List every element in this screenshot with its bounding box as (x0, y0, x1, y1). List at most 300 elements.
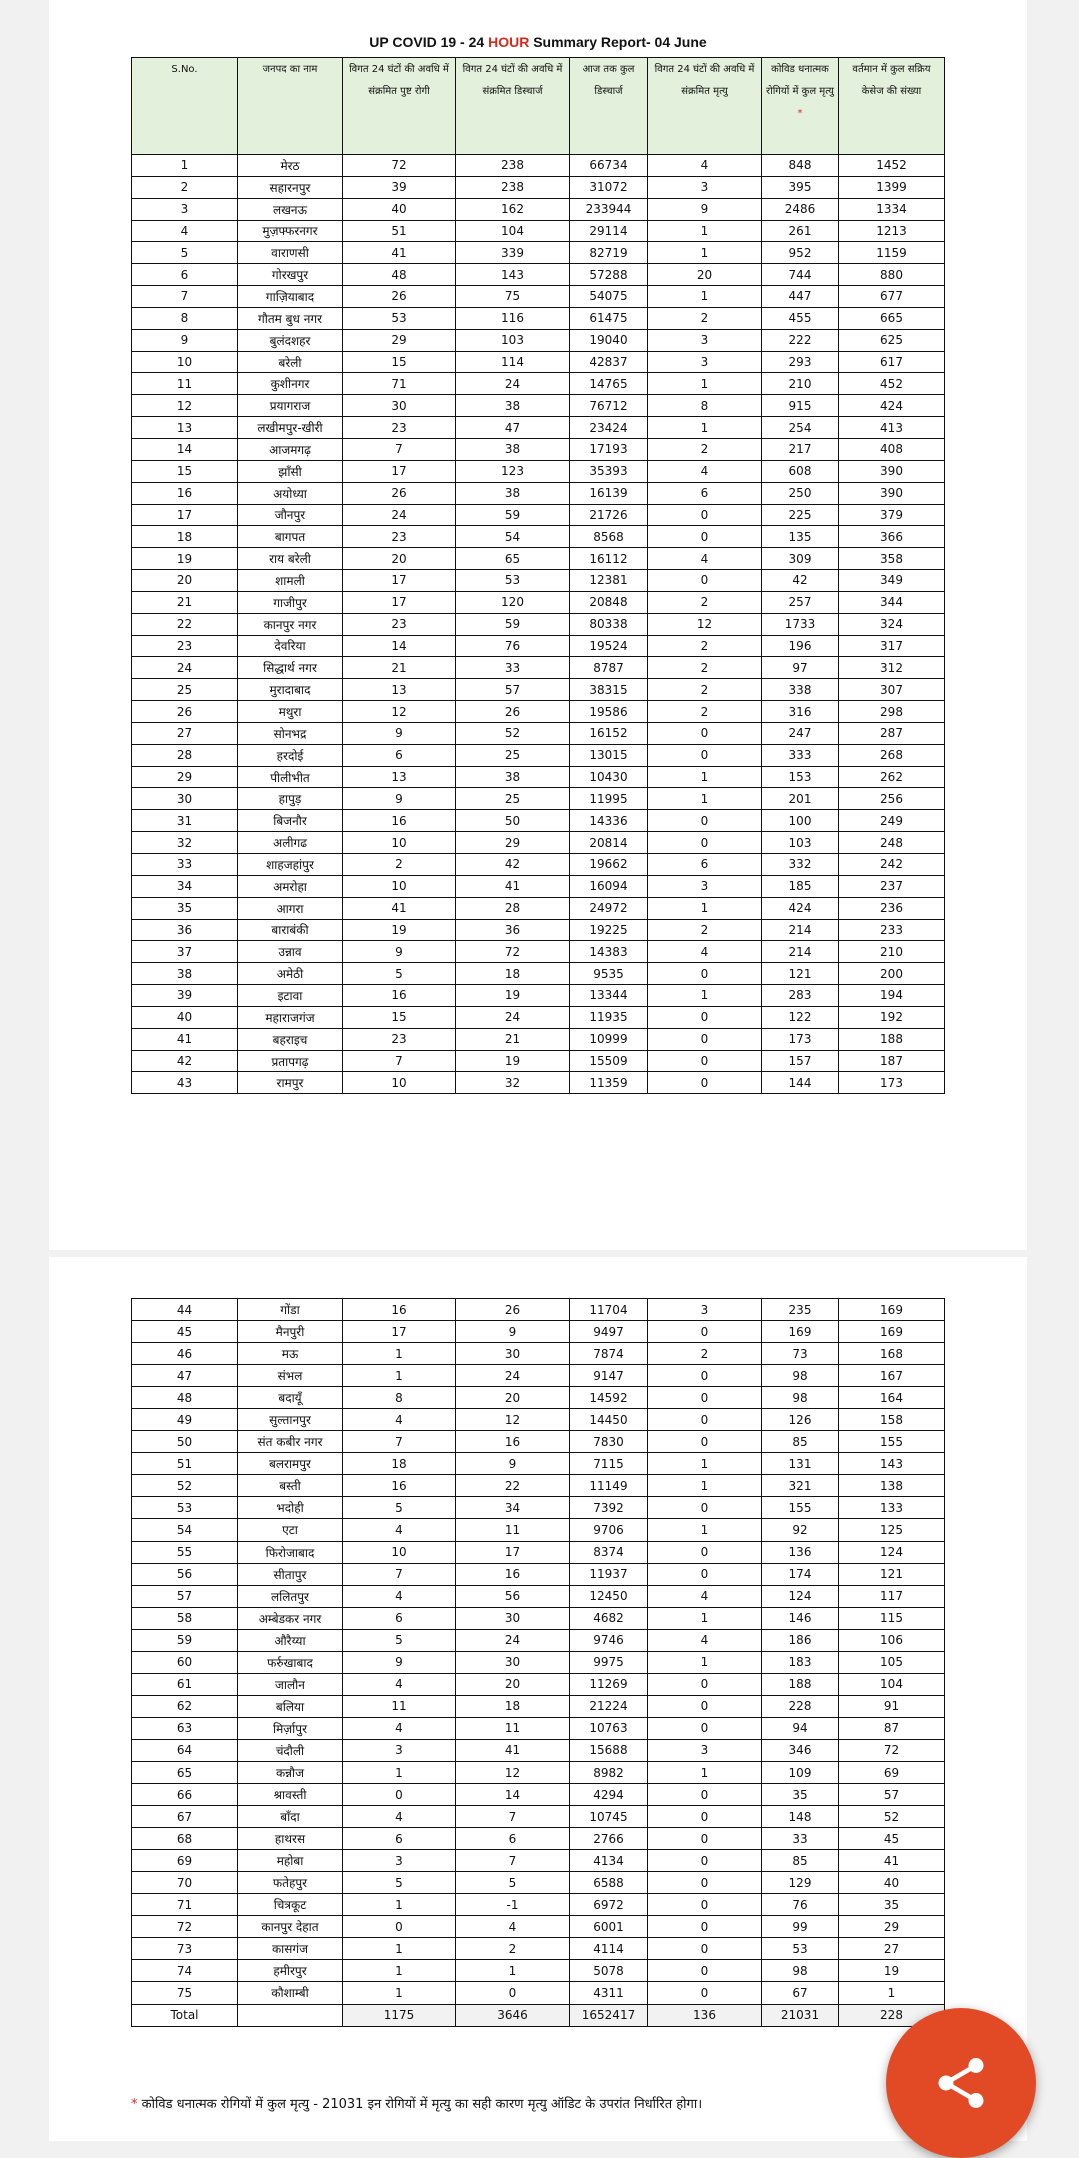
table-cell: 57 (839, 1784, 945, 1806)
table-cell: 1 (648, 1651, 762, 1673)
table-cell: 1 (456, 1960, 570, 1982)
table-cell: 20 (132, 570, 238, 592)
table-cell: शाहजहांपुर (238, 854, 343, 876)
table-cell: फिरोजाबाद (238, 1541, 343, 1563)
table-cell: अयोध्या (238, 482, 343, 504)
table-cell: 2 (648, 635, 762, 657)
table-cell: 19 (456, 985, 570, 1007)
table-cell: 45 (132, 1321, 238, 1343)
table-cell: गाजीपुर (238, 591, 343, 613)
table-cell: 1 (648, 766, 762, 788)
table-cell: बाँदा (238, 1806, 343, 1828)
table-cell: 0 (456, 1982, 570, 2004)
table-cell: 16 (132, 482, 238, 504)
table-cell: 98 (762, 1365, 839, 1387)
table-cell: 4 (648, 941, 762, 963)
column-header-label: जनपद का नाम (262, 64, 318, 75)
table-cell: 23 (343, 526, 456, 548)
table-cell: 6 (343, 1607, 456, 1629)
table-cell: 0 (648, 1431, 762, 1453)
table-cell: 40 (132, 1006, 238, 1028)
table-cell: 23 (343, 613, 456, 635)
table-cell: 10430 (570, 766, 648, 788)
table-cell: 11 (343, 1695, 456, 1717)
table-row (132, 1916, 945, 1938)
table-cell: 1399 (839, 176, 945, 198)
table-cell: 194 (839, 985, 945, 1007)
table-cell: 16094 (570, 875, 648, 897)
table-cell: 20 (456, 1673, 570, 1695)
table-cell: 19225 (570, 919, 648, 941)
table-cell: उन्नाव (238, 941, 343, 963)
table-cell: 133 (839, 1497, 945, 1519)
table-cell: 70 (132, 1872, 238, 1894)
table-cell: 214 (762, 941, 839, 963)
table-cell: 14 (132, 438, 238, 460)
table-row (132, 373, 945, 395)
table-cell: 1 (648, 897, 762, 919)
table-cell: 12 (343, 701, 456, 723)
table-cell: 13 (343, 679, 456, 701)
table-cell: 38 (456, 766, 570, 788)
table-cell: 9 (456, 1321, 570, 1343)
table-row (132, 1806, 945, 1828)
table-cell: 4114 (570, 1938, 648, 1960)
table-cell: 8 (343, 1387, 456, 1409)
table-cell: 65 (456, 548, 570, 570)
table-cell: एटा (238, 1519, 343, 1541)
table-cell: बहराइच (238, 1028, 343, 1050)
table-cell: रामपुर (238, 1072, 343, 1094)
table-cell: 17 (343, 460, 456, 482)
column-header (238, 58, 343, 155)
table-cell: 41 (456, 875, 570, 897)
table-cell: 104 (839, 1673, 945, 1695)
table-cell: 236 (839, 897, 945, 919)
table-cell: 94 (762, 1717, 839, 1739)
table-cell: 11935 (570, 1006, 648, 1028)
table-cell: मैनपुरी (238, 1321, 343, 1343)
table-cell: 42837 (570, 351, 648, 373)
table-row (132, 810, 945, 832)
table-row (132, 722, 945, 744)
table-row (132, 1629, 945, 1651)
table-cell: संभल (238, 1365, 343, 1387)
table-row (132, 1365, 945, 1387)
table-row (132, 264, 945, 286)
table-cell: फर्रुखाबाद (238, 1651, 343, 1673)
table-cell: 35 (132, 897, 238, 919)
table-cell: 11995 (570, 788, 648, 810)
table-cell: 29 (839, 1916, 945, 1938)
table-row (132, 1695, 945, 1717)
table-cell: 72 (343, 155, 456, 177)
table-row (132, 395, 945, 417)
table-cell: 26 (343, 482, 456, 504)
table-cell: 56 (132, 1563, 238, 1585)
table-cell: 744 (762, 264, 839, 286)
table-cell: 153 (762, 766, 839, 788)
table-row (132, 919, 945, 941)
table-row (132, 613, 945, 635)
table-cell: 44 (132, 1299, 238, 1321)
table-cell: 106 (839, 1629, 945, 1651)
table-cell: 18 (456, 1695, 570, 1717)
table-row (132, 1475, 945, 1497)
table-cell: 22 (132, 613, 238, 635)
table-cell: 17 (343, 1321, 456, 1343)
table-cell: 21224 (570, 1695, 648, 1717)
table-cell: 0 (648, 744, 762, 766)
table-cell: चंदौली (238, 1739, 343, 1761)
report-table-part-2 (131, 1298, 945, 2027)
table-cell: 0 (648, 1541, 762, 1563)
table-cell: जौनपुर (238, 504, 343, 526)
table-cell: 287 (839, 722, 945, 744)
table-cell: 14 (343, 635, 456, 657)
table-cell: 26 (132, 701, 238, 723)
table-cell: 187 (839, 1050, 945, 1072)
table-cell: 76 (762, 1894, 839, 1916)
table-cell: 41 (343, 897, 456, 919)
table-cell: 1652417 (570, 2004, 648, 2026)
table-row (132, 417, 945, 439)
table-cell: 136 (762, 1541, 839, 1563)
table-cell: 324 (839, 613, 945, 635)
table-cell: महोबा (238, 1850, 343, 1872)
table-cell: 3 (132, 198, 238, 220)
table-cell: 10 (343, 832, 456, 854)
table-cell: 321 (762, 1475, 839, 1497)
table-cell: 261 (762, 220, 839, 242)
table-row (132, 1761, 945, 1783)
table-cell: 11359 (570, 1072, 648, 1094)
table-cell: 73 (762, 1343, 839, 1365)
total-row (132, 2004, 945, 2026)
table-cell: 91 (839, 1695, 945, 1717)
table-cell: मऊ (238, 1343, 343, 1365)
column-header (456, 58, 570, 155)
table-cell: 8 (132, 307, 238, 329)
table-cell: 15688 (570, 1739, 648, 1761)
table-cell: सहारनपुर (238, 176, 343, 198)
table-cell: 61475 (570, 307, 648, 329)
table-cell: गाज़ियाबाद (238, 286, 343, 308)
table-cell: 138 (839, 1475, 945, 1497)
table-cell: महाराजगंज (238, 1006, 343, 1028)
table-row (132, 1299, 945, 1321)
table-cell: 26 (343, 286, 456, 308)
table-cell: गोंडा (238, 1299, 343, 1321)
table-cell: 2 (343, 854, 456, 876)
table-cell: 4 (343, 1409, 456, 1431)
table-cell: 2766 (570, 1828, 648, 1850)
table-row (132, 482, 945, 504)
table-cell: 10999 (570, 1028, 648, 1050)
table-cell: 72 (132, 1916, 238, 1938)
table-cell: 0 (648, 1695, 762, 1717)
table-cell: 9 (456, 1453, 570, 1475)
table-cell: 17 (132, 504, 238, 526)
table-row (132, 854, 945, 876)
table-header-row (132, 58, 945, 155)
table-cell: 4 (343, 1806, 456, 1828)
share-icon (931, 2053, 991, 2113)
table-cell: 71 (343, 373, 456, 395)
table-cell: 268 (839, 744, 945, 766)
table-cell: 122 (762, 1006, 839, 1028)
table-cell: 7 (343, 1431, 456, 1453)
table-cell: 14450 (570, 1409, 648, 1431)
table-cell: 238 (456, 176, 570, 198)
table-cell: 11937 (570, 1563, 648, 1585)
table-cell: 338 (762, 679, 839, 701)
table-cell: 11149 (570, 1475, 648, 1497)
table-cell: 48 (343, 264, 456, 286)
table-cell: 185 (762, 875, 839, 897)
table-cell: 880 (839, 264, 945, 286)
table-row (132, 1982, 945, 2004)
table-cell: 42 (456, 854, 570, 876)
table-cell: 447 (762, 286, 839, 308)
table-cell: 41 (343, 242, 456, 264)
table-cell: 15509 (570, 1050, 648, 1072)
table-cell: 50 (132, 1431, 238, 1453)
table-cell: 316 (762, 701, 839, 723)
table-cell: 157 (762, 1050, 839, 1072)
table-cell: 3 (648, 875, 762, 897)
table-cell: 69 (132, 1850, 238, 1872)
table-row (132, 1453, 945, 1475)
table-cell: 13 (343, 766, 456, 788)
table-cell: 57 (132, 1585, 238, 1607)
table-cell: शामली (238, 570, 343, 592)
table-cell: 41 (839, 1850, 945, 1872)
table-cell: 25 (456, 744, 570, 766)
table-cell: 2 (456, 1938, 570, 1960)
table-cell: 121 (839, 1563, 945, 1585)
table-cell: सुल्तानपुर (238, 1409, 343, 1431)
table-cell: 20 (456, 1387, 570, 1409)
table-cell: 256 (839, 788, 945, 810)
table-cell: 14 (456, 1784, 570, 1806)
table-cell: 186 (762, 1629, 839, 1651)
table-cell: 59 (132, 1629, 238, 1651)
table-cell: 25 (456, 788, 570, 810)
table-cell: 16 (456, 1563, 570, 1585)
table-cell: 13 (132, 417, 238, 439)
table-cell: 30 (456, 1651, 570, 1673)
table-cell: 32 (456, 1072, 570, 1094)
table-cell: 1 (343, 1365, 456, 1387)
table-cell: 5078 (570, 1960, 648, 1982)
table-cell: 0 (648, 570, 762, 592)
table-cell: 18 (456, 963, 570, 985)
table-cell: जालौन (238, 1673, 343, 1695)
table-cell: 12381 (570, 570, 648, 592)
table-cell: 3 (648, 1299, 762, 1321)
table-cell: 52 (839, 1806, 945, 1828)
table-cell: हरदोई (238, 744, 343, 766)
table-cell: 952 (762, 242, 839, 264)
table-cell: 217 (762, 438, 839, 460)
table-cell: 9706 (570, 1519, 648, 1541)
table-cell: कौशाम्बी (238, 1982, 343, 2004)
table-cell: 2 (648, 657, 762, 679)
table-cell: 228 (839, 2004, 945, 2026)
table-cell: 346 (762, 1739, 839, 1761)
table-cell: 0 (648, 1982, 762, 2004)
table-row (132, 307, 945, 329)
table-cell: 29 (132, 766, 238, 788)
table-cell: 59 (456, 613, 570, 635)
table-cell: 21 (132, 591, 238, 613)
table-cell: लखीमपुर-खीरी (238, 417, 343, 439)
table-cell: 235 (762, 1299, 839, 1321)
table-cell: 2 (648, 679, 762, 701)
table-cell: 98 (762, 1387, 839, 1409)
table-cell: 104 (456, 220, 570, 242)
table-cell: 3 (648, 351, 762, 373)
table-cell: 349 (839, 570, 945, 592)
table-cell: 4294 (570, 1784, 648, 1806)
title-suffix: Summary Report- 04 June (529, 34, 707, 50)
table-cell: 85 (762, 1850, 839, 1872)
table-cell: 19 (839, 1960, 945, 1982)
table-cell: 131 (762, 1453, 839, 1475)
table-cell: 56 (456, 1585, 570, 1607)
table-cell: 24 (456, 1006, 570, 1028)
column-header (570, 58, 648, 155)
table-cell: 24 (132, 657, 238, 679)
table-cell: 19586 (570, 701, 648, 723)
column-header-label: वर्तमान में कुल सक्रिय केसेज की संख्या (852, 64, 931, 97)
table-cell: 0 (648, 1497, 762, 1519)
table-cell: 14765 (570, 373, 648, 395)
table-cell: 15 (343, 1006, 456, 1028)
table-cell: 169 (839, 1299, 945, 1321)
table-cell: 188 (762, 1673, 839, 1695)
table-cell: 196 (762, 635, 839, 657)
table-cell: 67 (762, 1982, 839, 2004)
table-cell: 0 (648, 1717, 762, 1739)
table-cell: 293 (762, 351, 839, 373)
table-cell: हमीरपुर (238, 1960, 343, 1982)
table-cell: 19 (132, 548, 238, 570)
table-cell: 21 (343, 657, 456, 679)
table-cell: 100 (762, 810, 839, 832)
table-cell: 87 (839, 1717, 945, 1739)
table-cell: 11 (456, 1717, 570, 1739)
table-cell: 16152 (570, 722, 648, 744)
table-cell: 24 (456, 373, 570, 395)
table-cell: 68 (132, 1828, 238, 1850)
table-cell: राय बरेली (238, 548, 343, 570)
table-row (132, 570, 945, 592)
table-cell: 45 (839, 1828, 945, 1850)
table-cell: 210 (762, 373, 839, 395)
table-cell: 169 (839, 1321, 945, 1343)
table-cell: 0 (648, 832, 762, 854)
table-cell: 75 (132, 1982, 238, 2004)
table-cell: 1 (648, 1761, 762, 1783)
table-cell: 0 (648, 1938, 762, 1960)
table-cell: 19524 (570, 635, 648, 657)
column-header-label: कोविड धनात्मक रोगियों में कुल मृत्यु (766, 64, 834, 97)
table-cell: कुशीनगर (238, 373, 343, 395)
header-star: * (797, 108, 803, 119)
table-cell: 21031 (762, 2004, 839, 2026)
table-cell: भदोही (238, 1497, 343, 1519)
table-cell: 4 (648, 548, 762, 570)
table-cell: 5 (456, 1872, 570, 1894)
table-cell: 8568 (570, 526, 648, 548)
table-cell: 27 (132, 722, 238, 744)
table-row (132, 963, 945, 985)
table-cell: 0 (648, 1028, 762, 1050)
table-cell: ललितपुर (238, 1585, 343, 1607)
table-cell: 0 (648, 1673, 762, 1695)
table-cell: 0 (648, 1006, 762, 1028)
table-cell: गोरखपुर (238, 264, 343, 286)
table-cell: 298 (839, 701, 945, 723)
table-cell: कासगंज (238, 1938, 343, 1960)
table-cell: 53 (762, 1938, 839, 1960)
table-cell: हापुड़ (238, 788, 343, 810)
table-cell: 1 (648, 1475, 762, 1497)
table-cell: 23 (343, 417, 456, 439)
table-cell: बस्ती (238, 1475, 343, 1497)
table-row (132, 657, 945, 679)
table-cell: 52 (132, 1475, 238, 1497)
table-cell: 1 (343, 1761, 456, 1783)
table-row (132, 1850, 945, 1872)
share-button[interactable] (886, 2008, 1036, 2158)
table-row (132, 526, 945, 548)
table-cell: -1 (456, 1894, 570, 1916)
column-header (762, 58, 839, 155)
table-row (132, 1387, 945, 1409)
table-cell: 5 (343, 963, 456, 985)
table-cell: 36 (132, 919, 238, 941)
table-cell: 43 (132, 1072, 238, 1094)
table-cell: 38315 (570, 679, 648, 701)
table-cell: 452 (839, 373, 945, 395)
table-cell: 39 (132, 985, 238, 1007)
table-row (132, 1894, 945, 1916)
table-cell: 30 (343, 395, 456, 417)
table-cell: 29 (343, 329, 456, 351)
table-cell: 14336 (570, 810, 648, 832)
table-row (132, 198, 945, 220)
table-cell: 59 (456, 504, 570, 526)
table-cell: 20 (343, 548, 456, 570)
table-cell: 124 (839, 1541, 945, 1563)
table-cell: 105 (839, 1651, 945, 1673)
table-cell: 1 (343, 1982, 456, 2004)
table-cell: 5 (343, 1872, 456, 1894)
table-cell: पीलीभीत (238, 766, 343, 788)
table-row (132, 1872, 945, 1894)
column-header-label: विगत 24 घंटों की अवधि में संक्रमित डिस्चार्ज (462, 64, 563, 97)
table-cell: 6 (648, 482, 762, 504)
table-cell: 0 (648, 1894, 762, 1916)
table-cell: 3 (648, 1739, 762, 1761)
table-cell: 30 (132, 788, 238, 810)
table-cell: 48 (132, 1387, 238, 1409)
table-cell: संत कबीर नगर (238, 1431, 343, 1453)
table-cell: 12 (456, 1409, 570, 1431)
